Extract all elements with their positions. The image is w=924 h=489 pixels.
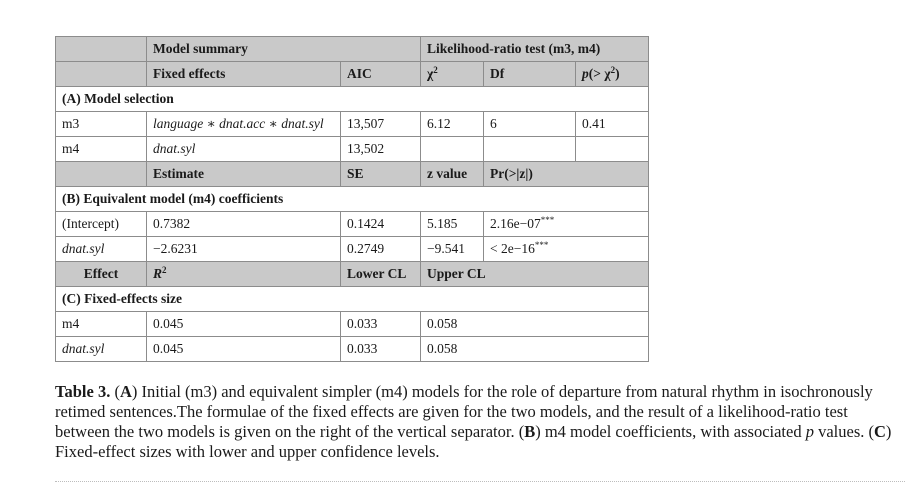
p-symbol: p xyxy=(582,66,589,81)
cell-effect: m4 xyxy=(56,312,147,337)
cell-model: m4 xyxy=(56,137,147,162)
cell-term: (Intercept) xyxy=(56,212,147,237)
cell-se: 0.1424 xyxy=(341,212,421,237)
cell-r2: 0.045 xyxy=(147,337,341,362)
header-empty-cell xyxy=(56,162,147,187)
header-pr-z: Pr(>|z|) xyxy=(484,162,649,187)
cell-df xyxy=(484,137,576,162)
cell-p: 0.41 xyxy=(576,112,649,137)
chi-symbol: χ xyxy=(427,66,434,81)
header-lower-cl: Lower CL xyxy=(341,262,421,287)
table-header-row xyxy=(56,62,649,87)
cell-chi2: 6.12 xyxy=(421,112,484,137)
cell-df: 6 xyxy=(484,112,576,137)
section-title-row xyxy=(56,187,649,212)
cell-effect: dnat.syl xyxy=(56,337,147,362)
table-row xyxy=(56,237,649,262)
section-title-row xyxy=(56,287,649,312)
p-suffix: ) xyxy=(615,66,620,81)
table-header-row xyxy=(56,162,649,187)
table-header-row xyxy=(56,37,649,62)
cell-r2: 0.045 xyxy=(147,312,341,337)
cell-estimate: 0.7382 xyxy=(147,212,341,237)
header-model-summary: Model summary xyxy=(147,37,421,62)
cell-term: dnat.syl xyxy=(56,237,147,262)
section-b-title: (B) Equivalent model (m4) coefficients xyxy=(56,187,649,212)
header-r2 xyxy=(147,262,341,287)
pr-value: < 2e−16 xyxy=(490,241,535,256)
table-row xyxy=(56,212,649,237)
cell-lower: 0.033 xyxy=(341,337,421,362)
section-a-title: (A) Model selection xyxy=(56,87,649,112)
header-estimate: Estimate xyxy=(147,162,341,187)
results-table xyxy=(55,36,649,362)
header-se: SE xyxy=(341,162,421,187)
cell-z: −9.541 xyxy=(421,237,484,262)
caption-text-4: ) Fixed-effect sizes with lower and upper confidence levels. xyxy=(55,422,892,461)
cell-model: m3 xyxy=(56,112,147,137)
caption-text-3: values. ( xyxy=(813,422,874,441)
caption-text-2: ) m4 model coefficients, with associated xyxy=(535,422,806,441)
dotted-divider xyxy=(55,481,905,482)
table-row xyxy=(56,337,649,362)
header-aic: AIC xyxy=(341,62,421,87)
table-row xyxy=(56,312,649,337)
cell-formula: dnat.syl xyxy=(147,137,341,162)
cell-formula: language ∗ dnat.acc ∗ dnat.syl xyxy=(147,112,341,137)
header-df: Df xyxy=(484,62,576,87)
significance-stars: *** xyxy=(534,240,549,250)
cell-upper: 0.058 xyxy=(421,337,649,362)
cell-chi2 xyxy=(421,137,484,162)
table-row xyxy=(56,137,649,162)
cell-pr xyxy=(484,212,649,237)
caption-text-1: Initial (m3) and equivalent simpler (m4) models for the role of departure from natural rhythm in isochronously retimed sentences.The formulae of the fixed effects are given for the two models, and the result of a likelihood-ratio test between the two models is given on the right of the vertical separator. ( xyxy=(55,382,873,441)
cell-lower: 0.033 xyxy=(341,312,421,337)
cell-p xyxy=(576,137,649,162)
caption-p: p xyxy=(805,422,814,441)
header-upper-cl: Upper CL xyxy=(421,262,649,287)
header-chi2 xyxy=(421,62,484,87)
header-empty-cell xyxy=(56,62,147,87)
caption-label: Table 3. xyxy=(55,382,111,401)
r-superscript: 2 xyxy=(162,265,167,275)
table-row xyxy=(56,112,649,137)
cell-pr xyxy=(484,237,649,262)
caption-b: B xyxy=(524,422,536,441)
table-caption: Table 3. (A) Initial (m3) and equivalent simpler (m4) models for the role of departure from natural rhythm in isochronously retimed sentences.The formulae of the fixed effects are given for the two models, and the result of a likelihood-ratio test between the two models is given on the right of the vertical separator. (B) m4 model coefficients, with associated p values. (C) Fixed-effect sizes with lower and upper confidence levels. xyxy=(55,382,892,461)
section-title-row xyxy=(56,87,649,112)
cell-aic: 13,507 xyxy=(341,112,421,137)
p-superscript: 2 xyxy=(610,65,616,75)
caption-a: A xyxy=(119,382,132,401)
header-lrt: Likelihood-ratio test (m3, m4) xyxy=(421,37,649,62)
cell-z: 5.185 xyxy=(421,212,484,237)
cell-aic: 13,502 xyxy=(341,137,421,162)
cell-upper: 0.058 xyxy=(421,312,649,337)
pr-value: 2.16e−07 xyxy=(490,216,541,231)
chi-superscript: 2 xyxy=(433,65,438,75)
header-empty-cell xyxy=(56,37,147,62)
table-header-row xyxy=(56,262,649,287)
cell-estimate: −2.6231 xyxy=(147,237,341,262)
header-fixed-effects: Fixed effects xyxy=(147,62,341,87)
header-effect: Effect xyxy=(56,262,147,287)
r-symbol: R xyxy=(153,266,163,281)
section-c-title: (C) Fixed-effects size xyxy=(56,287,649,312)
p-mid: (> χ xyxy=(588,66,611,81)
header-p-value xyxy=(576,62,649,87)
significance-stars: *** xyxy=(540,215,555,225)
header-z-value: z value xyxy=(421,162,484,187)
caption-c: C xyxy=(874,422,886,441)
cell-se: 0.2749 xyxy=(341,237,421,262)
